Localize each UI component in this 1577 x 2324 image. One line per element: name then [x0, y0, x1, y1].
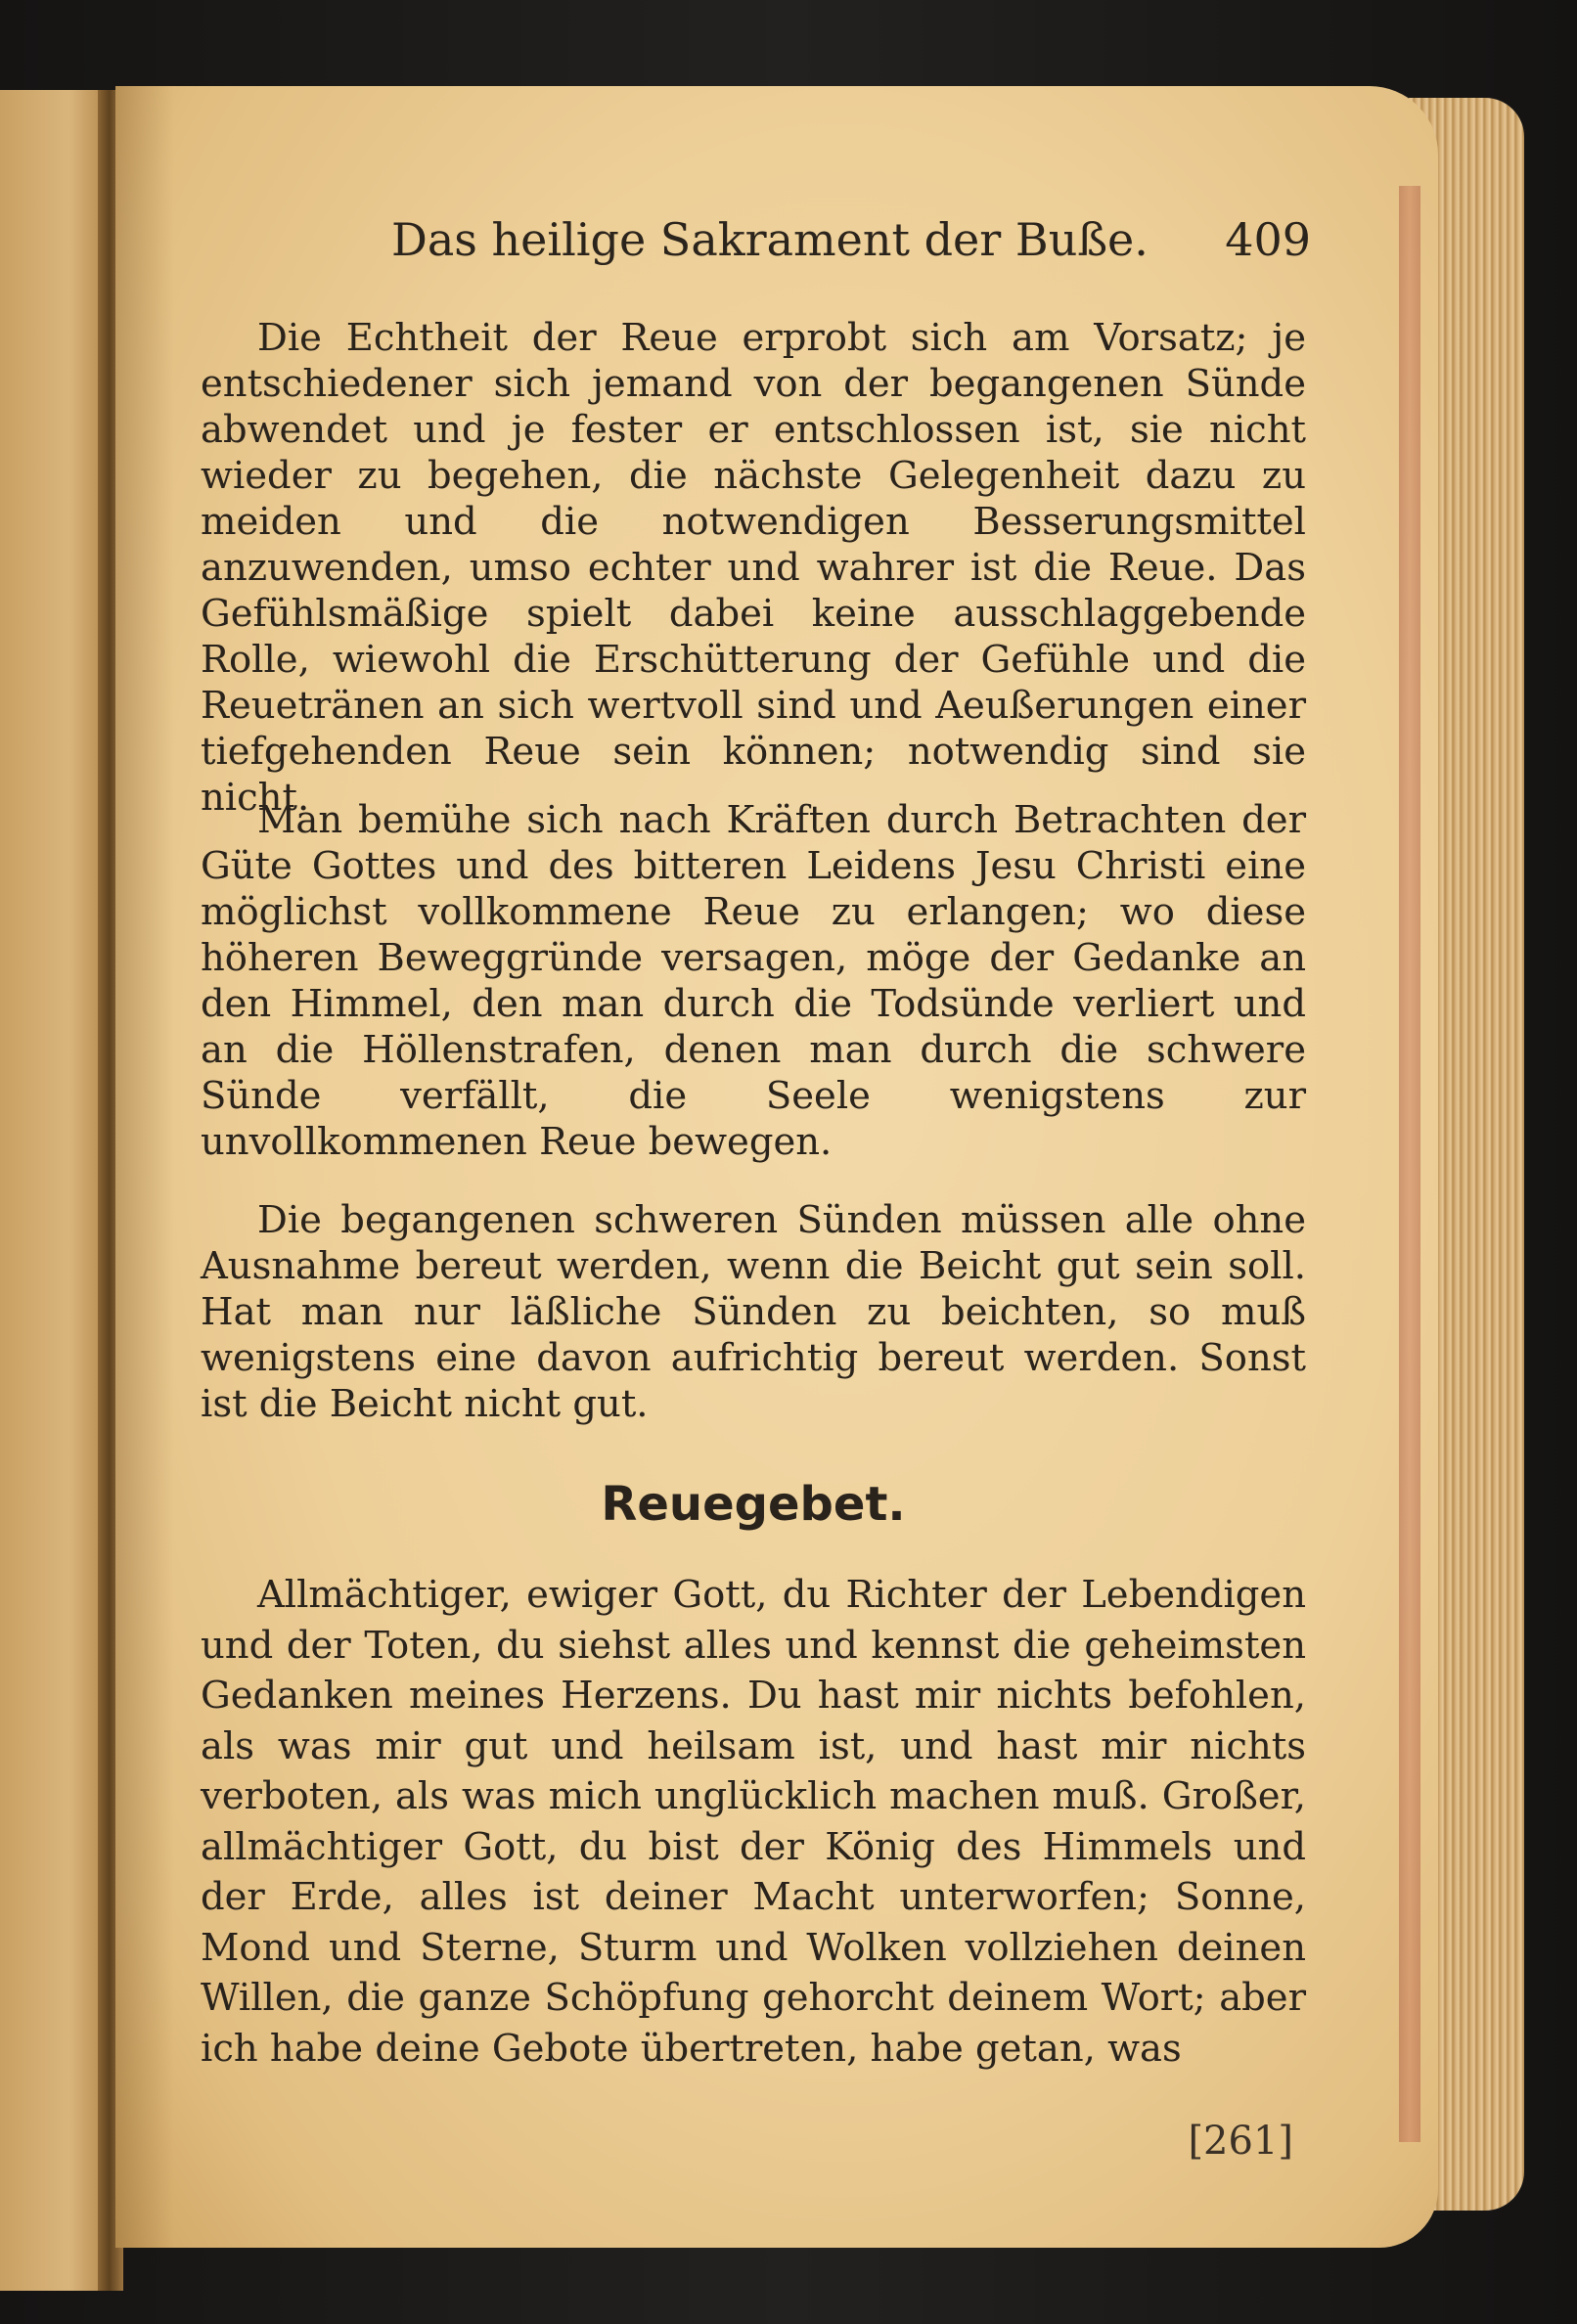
- paragraph-3: [201, 1197, 1306, 1427]
- section-heading: Reuegebet.: [601, 1477, 906, 1532]
- paragraph-2: [201, 797, 1306, 1165]
- paragraph-text: Die begangenen schweren Sünden müssen alle ohne Ausnahme bereut werden, wenn die Beicht gut sein soll. Hat man nur läßliche Sünden zu beichten, so muß wenigstens eine davon aufrichtig bereut werden. Sonst ist die Beicht nicht gut.: [201, 1198, 1306, 1426]
- prayer-paragraph: [201, 1570, 1306, 2074]
- paragraph-text: Man bemühe sich nach Kräften durch Betrachten der Güte Gottes und des bitteren Leidens Jesu Christi eine möglichst vollkommene Reue zu erlangen; wo diese höheren Beweggründe versagen, möge der Gedanke an den Himmel, den man durch die Todsünde verliert und an die Höllenstrafen, denen man durch die schwere Sünde verfällt, die Seele wenigstens zur unvollkommenen Reue bewegen.: [201, 798, 1306, 1164]
- prayer-text: Allmächtiger, ewiger Gott, du Richter der Lebendigen und der Toten, du siehst alles und kennst die geheimsten Gedanken meines Herzens. Du hast mir nichts befohlen, als was mir gut und heilsam ist, und hast mir nichts verboten, als was mich unglücklich machen muß. Großer, allmächtiger Gott, du bist der König des Himmels und der Erde, alles ist deiner Macht unterworfen; Sonne, Mond und Sterne, Sturm und Wolken vollziehen deinen Willen, die ganze Schöpfung gehorcht deinem Wort; aber ich habe deine Gebote übertreten, habe getan, was: [201, 1573, 1306, 2071]
- paragraph-text: Die Echtheit der Reue erprobt sich am Vorsatz; je entschiedener sich jemand von der begangenen Sünde abwendet und je fester er entschlossen ist, sie nicht wieder zu begehen, die nächste Gelegenheit dazu zu meiden und die notwendigen Besserungsmittel anzuwenden, umso echter und wahrer ist die Reue. Das Gefühlsmäßige spielt dabei keine ausschlaggebende Rolle, wiewohl die Erschütterung der Gefühle und die Reuetränen an sich wertvoll sind und Aeußerungen einer tiefgehenden Reue sein können; notwendig sind sie nicht.: [201, 316, 1306, 820]
- signature-mark: [261]: [1188, 2119, 1293, 2164]
- page-edge-tint: [1399, 186, 1420, 2142]
- paragraph-1: [201, 315, 1306, 821]
- running-header: [391, 213, 1311, 282]
- page-shadow: [115, 86, 174, 2248]
- page-number: 409: [1225, 213, 1311, 266]
- running-title: Das heilige Sakrament der Buße.: [391, 213, 1149, 266]
